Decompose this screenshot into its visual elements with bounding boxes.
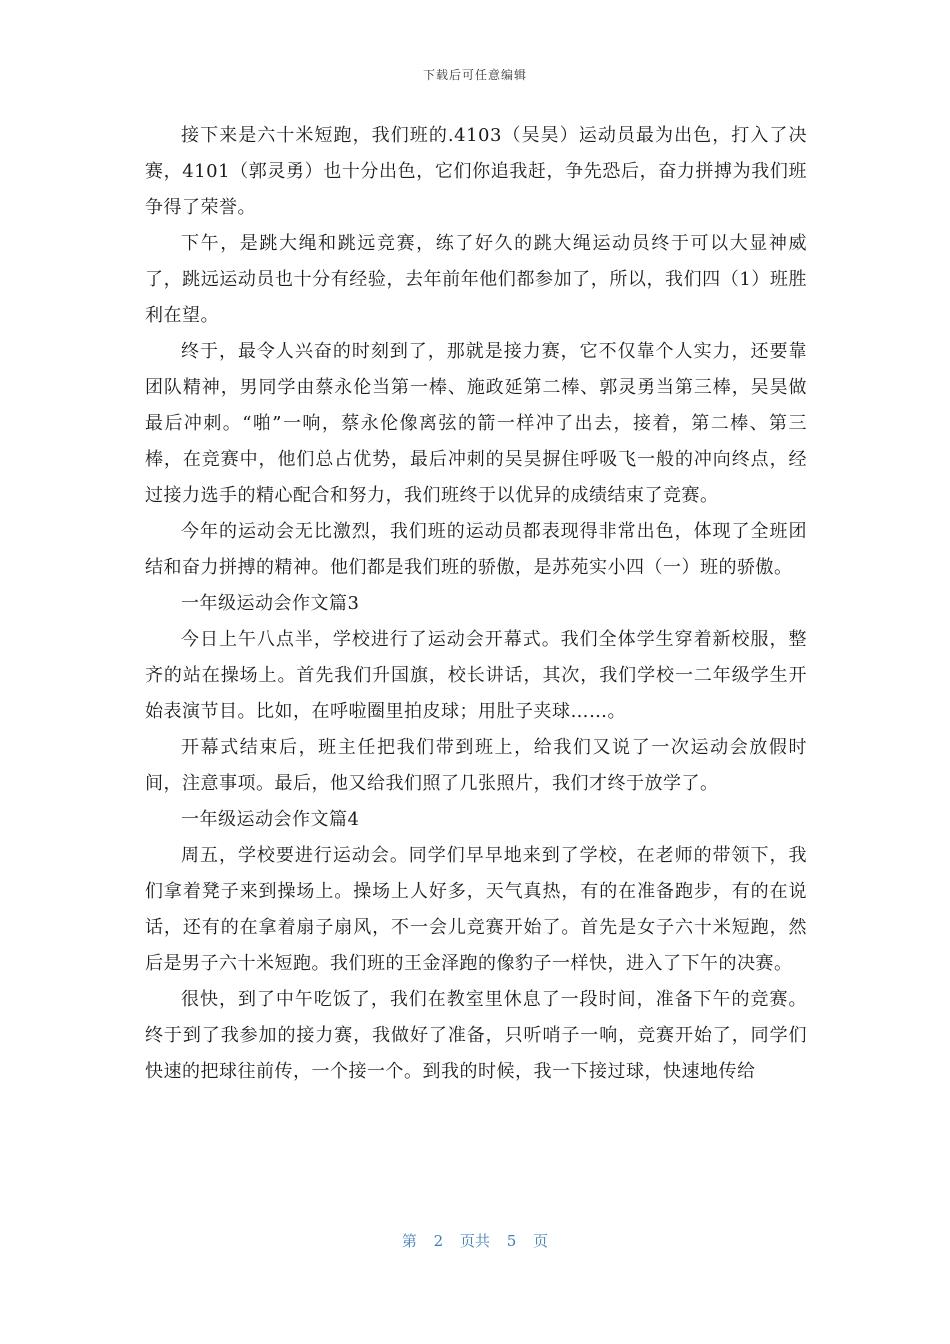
paragraph: 今年的运动会无比激烈，我们班的运动员都表现得非常出色，体现了全班团结和奋力拼搏的精神。他们都是我们班的骄傲，是苏苑实小四（一）班的骄傲。 — [145, 521, 807, 578]
paragraph: 很快，到了中午吃饭了，我们在教室里休息了一段时间，准备下午的竞赛。终于到了我参加的接力赛，我做好了准备，只听哨子一响，竞赛开始了，同学们快速的把球往前传，一个接一个。到我的时候，我一下接过球，快速地传给 — [145, 989, 807, 1082]
paragraph: 今日上午八点半，学校进行了运动会开幕式。我们全体学生穿着新校服，整齐的站在操场上。首先我们升国旗，校长讲话，其次，我们学校一二年级学生开始表演节目。比如，在呼啦圈里拍皮球；用肚子夹球……。 — [145, 629, 807, 722]
paragraph: 周五，学校要进行运动会。同学们早早地来到了学校，在老师的带领下，我们拿着凳子来到操场上。操场上人好多，天气真热，有的在准备跑步，有的在说话，还有的在拿着扇子扇风，不一会儿竞赛开始了。首先是女子六十米短跑，然后是男子六十米短跑。我们班的王金泽跑的像豹子一样快，进入了下午的决赛。 — [145, 845, 807, 974]
paragraph: 开幕式结束后，班主任把我们带到班上，给我们又说了一次运动会放假时间，注意事项。最后，他又给我们照了几张照片，我们才终于放学了。 — [145, 737, 807, 794]
paragraph: 接下来是六十米短跑，我们班的.4103（吴昊）运动员最为出色，打入了决赛，4101（郭灵勇）也十分出色，它们你追我赶，争先恐后，奋力拼搏为我们班争得了荣誉。 — [145, 125, 807, 218]
page-footer: 第 2 页共 5 页 — [401, 1232, 549, 1250]
page-header: 下载后可任意编辑 — [422, 68, 527, 82]
document-body — [145, 118, 807, 1090]
paragraph: 下午，是跳大绳和跳远竞赛，练了好久的跳大绳运动员终于可以大显神威了，跳远运动员也十分有经验，去年前年他们都参加了，所以，我们四（1）班胜利在望。 — [145, 233, 807, 326]
section-heading: 一年级运动会作文篇3 — [181, 593, 360, 614]
section-heading: 一年级运动会作文篇4 — [181, 809, 360, 830]
paragraph: 终于，最令人兴奋的时刻到了，那就是接力赛，它不仅靠个人实力，还要靠团队精神，男同学由蔡永伦当第一棒、施政延第二棒、郭灵勇当第三棒，吴昊做最后冲刺。“啪”一响，蔡永伦像离弦的箭一样冲了出去，接着，第二棒、第三棒，在竞赛中，他们总占优势，最后冲刺的吴昊摒住呼吸飞一般的冲向终点，经过接力选手的精心配合和努力，我们班终于以优异的成绩结束了竞赛。 — [145, 341, 807, 506]
